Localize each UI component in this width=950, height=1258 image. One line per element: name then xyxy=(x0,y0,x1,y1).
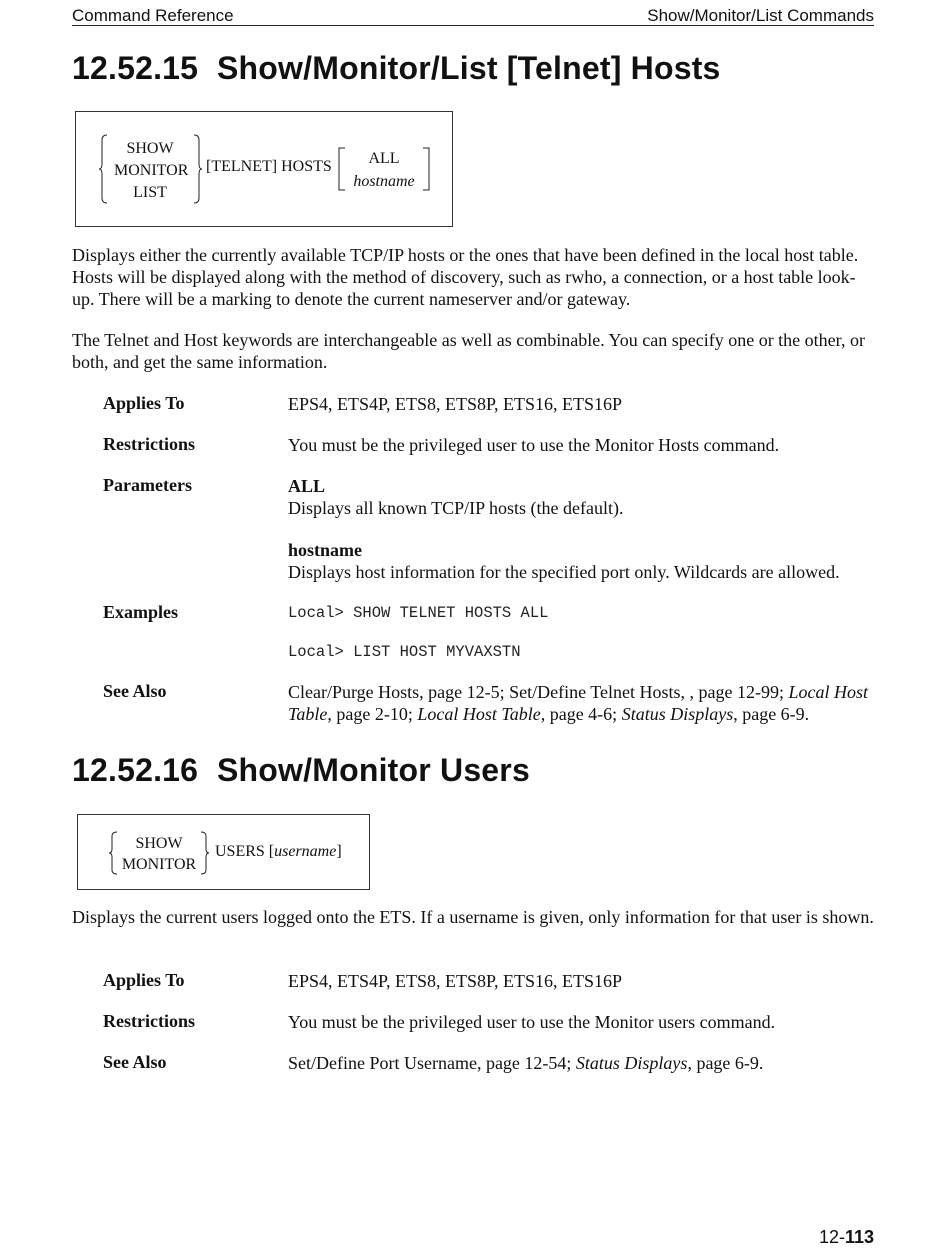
syntax-verb-show: SHOW xyxy=(135,835,183,852)
section-title: Show/Monitor/List [Telnet] Hosts xyxy=(217,50,721,86)
applies-to-label: Applies To xyxy=(103,393,185,413)
syntax-option-hostname: hostname xyxy=(353,173,415,190)
syntax-keyword: USERS [ xyxy=(215,843,275,860)
section-number: 12.52.16 xyxy=(72,752,199,788)
page-number-value: 113 xyxy=(844,1227,874,1247)
see-also-ref: Local Host Table xyxy=(288,682,868,724)
restrictions-value: You must be the privileged user to use the Monitor users command. xyxy=(288,1012,776,1032)
syntax-option-all: ALL xyxy=(368,150,400,167)
parameter-description: Displays host information for the specified port only. Wildcards are allowed. xyxy=(288,562,840,582)
parameters-label: Parameters xyxy=(103,475,192,495)
running-head-right: Show/Monitor/List Commands xyxy=(647,6,874,25)
left-bracket-icon xyxy=(338,147,346,191)
description-paragraph: Displays the current users logged onto the ETS. If a username is given, only information for that user is shown. xyxy=(72,907,874,927)
page-number xyxy=(819,1227,874,1248)
see-also-text: , page 2-10; xyxy=(327,704,418,724)
see-also-value xyxy=(288,1052,763,1074)
see-also-text: Set/Define Port Username, page 12-54; xyxy=(288,1053,576,1073)
page-number-prefix: 12- xyxy=(818,1227,845,1247)
left-brace-icon xyxy=(108,831,118,875)
see-also-label: See Also xyxy=(103,1052,167,1072)
see-also-text: Clear/Purge Hosts, page 12-5; Set/Define Telnet Hosts, , page 12-99; xyxy=(288,682,789,702)
parameter-description: Displays all known TCP/IP hosts (the default). xyxy=(288,498,624,518)
examples-label: Examples xyxy=(103,602,179,622)
see-also-ref: Local Host Table xyxy=(417,704,541,724)
section-heading-hosts xyxy=(72,50,721,87)
description-paragraph: The Telnet and Host keywords are interchangeable as well as combinable. You can specify one or the other, or both, and get the same information. xyxy=(72,330,865,372)
section-number: 12.52.15 xyxy=(72,50,199,86)
see-also-ref: Status Displays xyxy=(621,704,734,724)
applies-to-value: EPS4, ETS4P, ETS8, ETS8P, ETS16, ETS16P xyxy=(288,394,623,414)
see-also-ref: Status Displays xyxy=(575,1053,688,1073)
syntax-verb-monitor: MONITOR xyxy=(121,856,197,873)
syntax-users-keyword xyxy=(215,843,342,861)
syntax-keywords: [TELNET] HOSTS xyxy=(206,158,332,175)
running-head-left: Command Reference xyxy=(72,6,234,25)
description-paragraph: Displays either the currently available TCP/IP hosts or the ones that have been defined in the local host table. Hosts will be displayed along with the method of discovery, such as rwho, a connection, or a host table look-up. There will be a marking to denote the current nameserver and/or gateway. xyxy=(72,245,859,309)
see-also-value xyxy=(288,681,880,725)
syntax-param-username: username xyxy=(274,843,337,860)
right-brace-icon xyxy=(200,831,210,875)
restrictions-label: Restrictions xyxy=(103,434,195,454)
see-also-text: , page 6-9. xyxy=(687,1053,764,1073)
syntax-verb-list: LIST xyxy=(133,184,167,201)
example-line: Local> SHOW TELNET HOSTS ALL xyxy=(288,604,549,622)
right-brace-icon xyxy=(193,134,203,204)
syntax-close-bracket: ] xyxy=(336,843,342,860)
see-also-text: , page 4-6; xyxy=(540,704,622,724)
syntax-verb-show: SHOW xyxy=(126,140,174,157)
see-also-text: , page 6-9. xyxy=(733,704,810,724)
see-also-label: See Also xyxy=(103,681,167,701)
restrictions-label: Restrictions xyxy=(103,1011,195,1031)
right-bracket-icon xyxy=(422,147,430,191)
parameter-name: hostname xyxy=(288,540,363,560)
running-head xyxy=(72,6,874,26)
applies-to-value: EPS4, ETS4P, ETS8, ETS8P, ETS16, ETS16P xyxy=(288,971,623,991)
parameter-hostname xyxy=(288,539,840,583)
restrictions-value: You must be the privileged user to use the Monitor Hosts command. xyxy=(288,435,780,455)
syntax-box-hosts xyxy=(75,111,453,227)
parameter-name: ALL xyxy=(288,476,326,496)
parameter-all xyxy=(288,475,623,519)
applies-to-label: Applies To xyxy=(103,970,185,990)
section-title: Show/Monitor Users xyxy=(217,752,530,788)
syntax-box-users xyxy=(77,814,370,890)
left-brace-icon xyxy=(98,134,108,204)
syntax-verb-monitor: MONITOR xyxy=(114,162,189,179)
section-heading-users xyxy=(72,752,530,789)
example-line: Local> LIST HOST MYVAXSTN xyxy=(288,643,521,661)
